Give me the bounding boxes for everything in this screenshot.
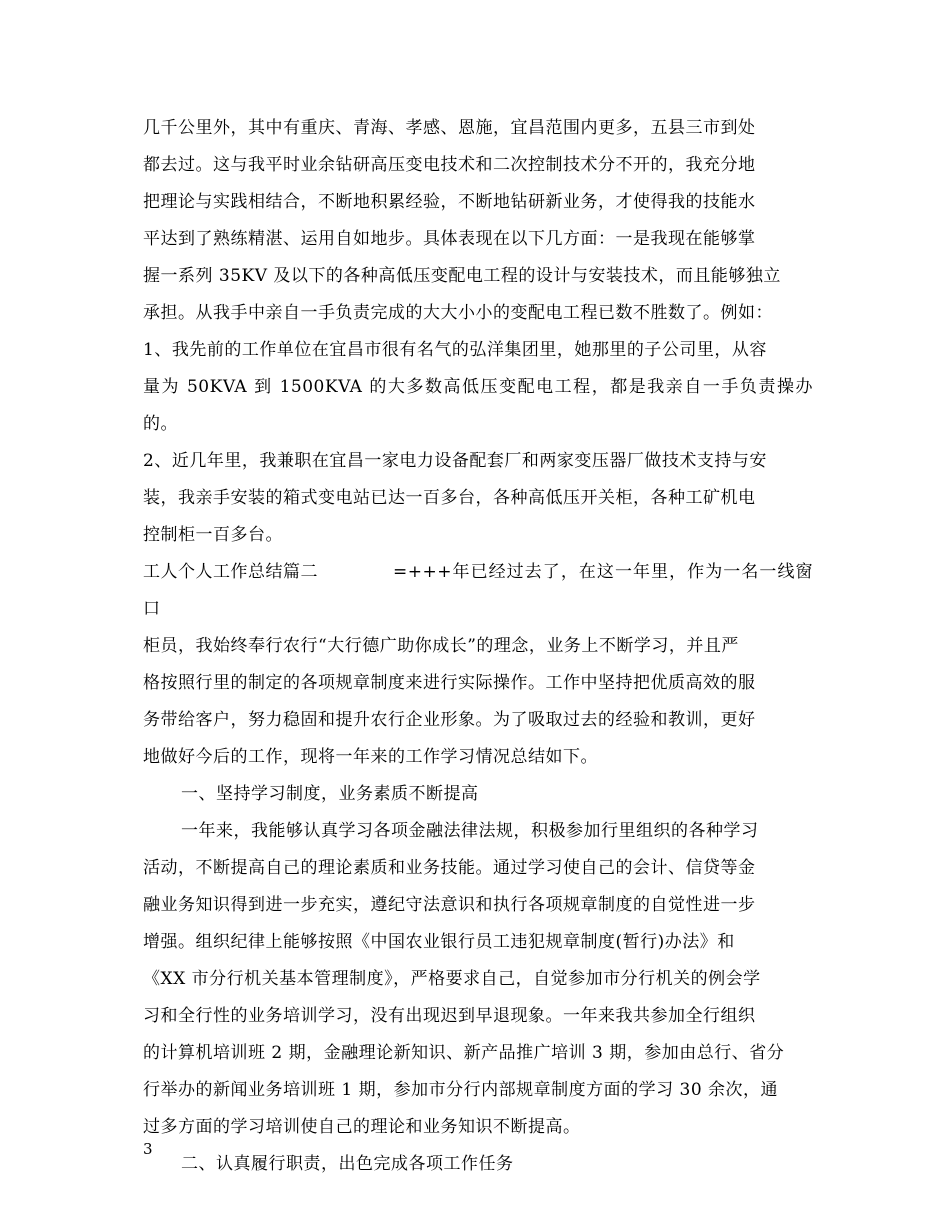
body-line: 增强。组织纪律上能够按照《中国农业银行员工违犯规章制度(暂行)办法》和 (143, 932, 735, 952)
document-body (143, 110, 813, 1183)
page-number: 3 (143, 1140, 153, 1158)
body-line: 承担。从我手中亲自一手负责完成的大大小小的变配电工程已数不胜数了。例如： (143, 303, 773, 323)
body-line: 融业务知识得到进一步充实，遵纪守法意识和执行各项规章制度的自觉性进一步 (143, 895, 756, 915)
body-line: 行举办的新闻业务培训班 1 期，参加市分行内部规章制度方面的学习 30 余次，通 (143, 1080, 779, 1100)
section-first-line: =+++年已经过去了，在这一年里，作为一名一线窗口 (143, 562, 813, 619)
body-line: 一年来，我能够认真学习各项金融法律法规，积极参加行里组织的各种学习 (181, 821, 759, 841)
body-line: 地做好今后的工作，现将一年来的工作学习情况总结如下。 (143, 747, 598, 767)
body-line: 1、我先前的工作单位在宜昌市很有名气的弘洋集团里，她那里的子公司里，从容 (143, 340, 767, 360)
body-line: 把理论与实践相结合，不断地积累经验，不断地钻研新业务，才使得我的技能水 (143, 192, 756, 212)
body-line: 装，我亲手安装的箱式变电站已达一百多台，各种高低压开关柜，各种工矿机电 (143, 488, 756, 508)
body-line: 量为 50KVA 到 1500KVA 的大多数高低压变配电工程，都是我亲自一手负责操办的。 (143, 377, 813, 434)
body-line: 过多方面的学习培训使自己的理论和业务知识不断提高。 (143, 1117, 581, 1137)
body-line: 习和全行性的业务培训学习，没有出现迟到早退现象。一年来我共参加全行组织 (143, 1006, 756, 1026)
heading-duties: 二、认真履行职责，出色完成各项工作任务 (181, 1154, 514, 1174)
body-line: 平达到了熟练精湛、运用自如地步。具体表现在以下几方面：一是我现在能够掌 (143, 229, 756, 249)
body-line: 控制柜一百多台。 (143, 525, 283, 545)
body-line: 几千公里外，其中有重庆、青海、孝感、恩施，宜昌范围内更多，五县三市到处 (143, 118, 756, 138)
body-line: 2、近几年里，我兼职在宜昌一家电力设备配套厂和两家变压器厂做技术支持与安 (143, 451, 767, 471)
section-line (143, 554, 813, 628)
body-line: 《XX 市分行机关基本管理制度》，严格要求自己，自觉参加市分行机关的例会学 (143, 969, 761, 989)
body-line: 务带给客户，努力稳固和提升农行企业形象。为了吸取过去的经验和教训，更好 (143, 710, 756, 730)
section-title: 工人个人工作总结篇二 (143, 562, 318, 582)
body-line: 格按照行里的制定的各项规章制度来进行实际操作。工作中坚持把优质高效的服 (143, 673, 756, 693)
body-line: 都去过。这与我平时业余钻研高压变电技术和二次控制技术分不开的，我充分地 (143, 155, 756, 175)
body-line: 握一系列 35KV 及以下的各种高低压变配电工程的设计与安装技术，而且能够独立 (143, 266, 781, 286)
body-line: 活动，不断提高自己的理论素质和业务技能。通过学习使自己的会计、信贷等金 (143, 858, 756, 878)
body-line: 的计算机培训班 2 期，金融理论新知识、新产品推广培训 3 期，参加由总行、省分 (143, 1043, 785, 1063)
body-line: 柜员，我始终奉行农行“大行德广助你成长”的理念，业务上不断学习，并且严 (143, 636, 739, 656)
heading-study: 一、坚持学习制度，业务素质不断提高 (181, 784, 479, 804)
